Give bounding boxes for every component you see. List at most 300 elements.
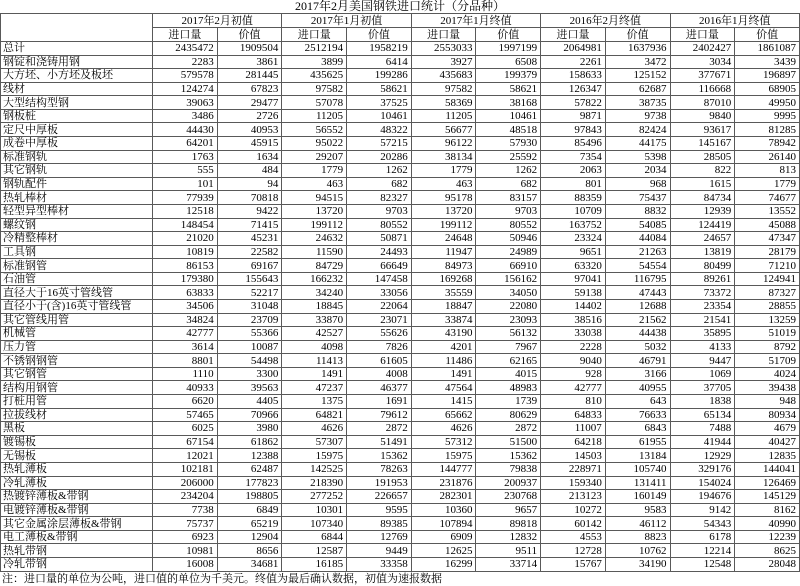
cell-value: 48983 <box>476 381 541 395</box>
cell-value: 3300 <box>217 367 282 381</box>
cell-value: 2261 <box>541 55 606 69</box>
cell-value: 159340 <box>541 476 606 490</box>
cell-value: 78942 <box>735 137 800 151</box>
cell-value: 39563 <box>217 381 282 395</box>
cell-value: 38134 <box>411 150 476 164</box>
cell-value: 86153 <box>153 259 218 273</box>
corner-cell <box>1 14 153 42</box>
cell-value: 196897 <box>735 69 800 83</box>
cell-value: 33056 <box>347 286 412 300</box>
cell-value: 13720 <box>411 204 476 218</box>
cell-value: 13259 <box>735 313 800 327</box>
row-label: 大型结构型钢 <box>1 96 153 110</box>
cell-value: 12728 <box>541 544 606 558</box>
cell-value: 155643 <box>217 272 282 286</box>
import-statistics-table <box>0 13 800 572</box>
table-row <box>1 530 800 544</box>
cell-value: 78263 <box>347 462 412 476</box>
cell-value: 463 <box>411 177 476 191</box>
table-row <box>1 164 800 178</box>
cell-value: 6508 <box>476 55 541 69</box>
cell-value: 95178 <box>411 191 476 205</box>
cell-value: 8801 <box>153 354 218 368</box>
cell-value: 8832 <box>605 204 670 218</box>
cell-value: 2063 <box>541 164 606 178</box>
cell-value: 20286 <box>347 150 412 164</box>
cell-value: 77939 <box>153 191 218 205</box>
cell-value: 75437 <box>605 191 670 205</box>
table-row <box>1 381 800 395</box>
cell-value: 463 <box>282 177 347 191</box>
cell-value: 6620 <box>153 395 218 409</box>
cell-value: 9651 <box>541 245 606 259</box>
cell-value: 2228 <box>541 340 606 354</box>
cell-value: 6849 <box>217 503 282 517</box>
cell-value: 5398 <box>605 150 670 164</box>
cell-value: 2034 <box>605 164 670 178</box>
table-row <box>1 367 800 381</box>
cell-value: 55366 <box>217 327 282 341</box>
cell-value: 8823 <box>605 530 670 544</box>
cell-value: 40427 <box>735 435 800 449</box>
table-row <box>1 191 800 205</box>
cell-value: 14402 <box>541 299 606 313</box>
cell-value: 8792 <box>735 340 800 354</box>
row-label: 其它钢轨 <box>1 164 153 178</box>
cell-value: 6844 <box>282 530 347 544</box>
cell-value: 39063 <box>153 96 218 110</box>
table-row <box>1 422 800 436</box>
table-row <box>1 82 800 96</box>
cell-value: 28505 <box>670 150 735 164</box>
cell-value: 10301 <box>282 503 347 517</box>
cell-value: 9657 <box>476 503 541 517</box>
table-row <box>1 435 800 449</box>
cell-value: 7488 <box>670 422 735 436</box>
cell-value: 9511 <box>476 544 541 558</box>
row-label: 无锡板 <box>1 449 153 463</box>
cell-value: 435625 <box>282 69 347 83</box>
cell-value: 34506 <box>153 299 218 313</box>
cell-value: 1069 <box>670 367 735 381</box>
cell-value: 145129 <box>735 490 800 504</box>
cell-value: 24493 <box>347 245 412 259</box>
cell-value: 9995 <box>735 109 800 123</box>
row-label: 钢锭和浇铸用钢 <box>1 55 153 69</box>
cell-value: 44438 <box>605 327 670 341</box>
cell-value: 12832 <box>476 530 541 544</box>
subheader-value: 价值 <box>605 28 670 42</box>
cell-value: 56132 <box>476 327 541 341</box>
cell-value: 9738 <box>605 109 670 123</box>
table-row <box>1 96 800 110</box>
cell-value: 47237 <box>282 381 347 395</box>
table-row <box>1 462 800 476</box>
cell-value: 194676 <box>670 490 735 504</box>
cell-value: 34240 <box>282 286 347 300</box>
cell-value: 2872 <box>476 422 541 436</box>
cell-value: 23709 <box>217 313 282 327</box>
cell-value: 377671 <box>670 69 735 83</box>
table-row <box>1 245 800 259</box>
cell-value: 484 <box>217 164 282 178</box>
cell-value: 67823 <box>217 82 282 96</box>
table-row <box>1 503 800 517</box>
cell-value: 813 <box>735 164 800 178</box>
cell-value: 38735 <box>605 96 670 110</box>
cell-value: 179380 <box>153 272 218 286</box>
cell-value: 9871 <box>541 109 606 123</box>
cell-value: 96122 <box>411 137 476 151</box>
row-label: 热镀锌薄板&带钢 <box>1 490 153 504</box>
cell-value: 24989 <box>476 245 541 259</box>
cell-value: 94515 <box>282 191 347 205</box>
cell-value: 64821 <box>282 408 347 422</box>
cell-value: 39438 <box>735 381 800 395</box>
cell-value: 9447 <box>670 354 735 368</box>
cell-value: 11947 <box>411 245 476 259</box>
cell-value: 23093 <box>476 313 541 327</box>
cell-value: 230768 <box>476 490 541 504</box>
cell-value: 40990 <box>735 517 800 531</box>
cell-value: 47443 <box>605 286 670 300</box>
cell-value: 22064 <box>347 299 412 313</box>
cell-value: 33874 <box>411 313 476 327</box>
cell-value: 16299 <box>411 557 476 571</box>
cell-value: 81285 <box>735 123 800 137</box>
col-group-2016-02-final: 2016年2月终值 <box>541 14 670 28</box>
row-label: 标准钢管 <box>1 259 153 273</box>
cell-value: 4679 <box>735 422 800 436</box>
cell-value: 1634 <box>217 150 282 164</box>
cell-value: 231876 <box>411 476 476 490</box>
cell-value: 9422 <box>217 204 282 218</box>
cell-value: 2064981 <box>541 42 606 56</box>
table-row <box>1 327 800 341</box>
cell-value: 97843 <box>541 123 606 137</box>
cell-value: 10360 <box>411 503 476 517</box>
cell-value: 12625 <box>411 544 476 558</box>
cell-value: 191953 <box>347 476 412 490</box>
cell-value: 158633 <box>541 69 606 83</box>
cell-value: 18845 <box>282 299 347 313</box>
cell-value: 1110 <box>153 367 218 381</box>
cell-value: 10819 <box>153 245 218 259</box>
cell-value: 87010 <box>670 96 735 110</box>
cell-value: 6178 <box>670 530 735 544</box>
cell-value: 37525 <box>347 96 412 110</box>
cell-value: 42777 <box>153 327 218 341</box>
cell-value: 7967 <box>476 340 541 354</box>
cell-value: 89261 <box>670 272 735 286</box>
cell-value: 89818 <box>476 517 541 531</box>
cell-value: 49950 <box>735 96 800 110</box>
cell-value: 50946 <box>476 232 541 246</box>
cell-value: 169268 <box>411 272 476 286</box>
cell-value: 213123 <box>541 490 606 504</box>
cell-value: 28179 <box>735 245 800 259</box>
subheader-import-volume: 进口量 <box>541 28 606 42</box>
cell-value: 10461 <box>347 109 412 123</box>
cell-value: 12835 <box>735 449 800 463</box>
cell-value: 55626 <box>347 327 412 341</box>
table-header <box>1 14 800 42</box>
cell-value: 56552 <box>282 123 347 137</box>
cell-value: 1997199 <box>476 42 541 56</box>
subheader-import-volume: 进口量 <box>282 28 347 42</box>
cell-value: 63833 <box>153 286 218 300</box>
cell-value: 822 <box>670 164 735 178</box>
cell-value: 177823 <box>217 476 282 490</box>
cell-value: 44430 <box>153 123 218 137</box>
cell-value: 14503 <box>541 449 606 463</box>
cell-value: 79838 <box>476 462 541 476</box>
cell-value: 3980 <box>217 422 282 436</box>
cell-value: 54554 <box>605 259 670 273</box>
footnote: 注：进口量的单位为公吨，进口值的单位为千美元。终值为最后确认数据，初值为速报数据 <box>2 573 442 585</box>
cell-value: 144777 <box>411 462 476 476</box>
cell-value: 12929 <box>670 449 735 463</box>
cell-value: 89385 <box>347 517 412 531</box>
cell-value: 58369 <box>411 96 476 110</box>
cell-value: 51709 <box>735 354 800 368</box>
cell-value: 12587 <box>282 544 347 558</box>
cell-value: 45088 <box>735 218 800 232</box>
cell-value: 97582 <box>282 82 347 96</box>
row-label: 电镀锌薄板&带钢 <box>1 503 153 517</box>
cell-value: 11205 <box>282 109 347 123</box>
cell-value: 42777 <box>541 381 606 395</box>
row-label: 直径小于(含)16英寸管线管 <box>1 299 153 313</box>
table-row <box>1 557 800 571</box>
cell-value: 1615 <box>670 177 735 191</box>
cell-value: 65134 <box>670 408 735 422</box>
row-label: 结构用钢管 <box>1 381 153 395</box>
page-title: 2017年2月美国钢铁进口统计（分品种） <box>294 0 505 13</box>
cell-value: 80552 <box>476 218 541 232</box>
cell-value: 126347 <box>541 82 606 96</box>
row-label: 成卷中厚板 <box>1 137 153 151</box>
row-label: 电工薄板&带钢 <box>1 530 153 544</box>
cell-value: 40955 <box>605 381 670 395</box>
cell-value: 147458 <box>347 272 412 286</box>
cell-value: 56677 <box>411 123 476 137</box>
cell-value: 25592 <box>476 150 541 164</box>
cell-value: 199112 <box>411 218 476 232</box>
cell-value: 107340 <box>282 517 347 531</box>
cell-value: 22080 <box>476 299 541 313</box>
table-row <box>1 177 800 191</box>
table-row <box>1 123 800 137</box>
row-label: 定尺中厚板 <box>1 123 153 137</box>
cell-value: 47564 <box>411 381 476 395</box>
cell-value: 3034 <box>670 55 735 69</box>
subheader-value: 价值 <box>347 28 412 42</box>
cell-value: 35895 <box>670 327 735 341</box>
cell-value: 154024 <box>670 476 735 490</box>
cell-value: 60142 <box>541 517 606 531</box>
cell-value: 435683 <box>411 69 476 83</box>
cell-value: 57215 <box>347 137 412 151</box>
cell-value: 24657 <box>670 232 735 246</box>
cell-value: 34824 <box>153 313 218 327</box>
cell-value: 10981 <box>153 544 218 558</box>
cell-value: 68905 <box>735 82 800 96</box>
cell-value: 8625 <box>735 544 800 558</box>
cell-value: 3486 <box>153 109 218 123</box>
cell-value: 11413 <box>282 354 347 368</box>
cell-value: 65662 <box>411 408 476 422</box>
cell-value: 15362 <box>476 449 541 463</box>
row-label: 总计 <box>1 42 153 56</box>
cell-value: 47347 <box>735 232 800 246</box>
cell-value: 9040 <box>541 354 606 368</box>
cell-value: 18847 <box>411 299 476 313</box>
cell-value: 6909 <box>411 530 476 544</box>
cell-value: 11590 <box>282 245 347 259</box>
cell-value: 9142 <box>670 503 735 517</box>
cell-value: 1779 <box>735 177 800 191</box>
cell-value: 16185 <box>282 557 347 571</box>
cell-value: 1909504 <box>217 42 282 56</box>
table-body <box>1 42 800 572</box>
cell-value: 12548 <box>670 557 735 571</box>
cell-value: 10087 <box>217 340 282 354</box>
cell-value: 82327 <box>347 191 412 205</box>
cell-value: 1779 <box>282 164 347 178</box>
cell-value: 54085 <box>605 218 670 232</box>
cell-value: 80499 <box>670 259 735 273</box>
cell-value: 10709 <box>541 204 606 218</box>
row-label: 热轧带钢 <box>1 544 153 558</box>
cell-value: 124274 <box>153 82 218 96</box>
cell-value: 4015 <box>476 367 541 381</box>
row-label: 机械管 <box>1 327 153 341</box>
cell-value: 968 <box>605 177 670 191</box>
cell-value: 2512194 <box>282 42 347 56</box>
cell-value: 1262 <box>476 164 541 178</box>
cell-value: 33870 <box>282 313 347 327</box>
cell-value: 163752 <box>541 218 606 232</box>
cell-value: 105740 <box>605 462 670 476</box>
cell-value: 1691 <box>347 395 412 409</box>
cell-value: 166232 <box>282 272 347 286</box>
cell-value: 45231 <box>217 232 282 246</box>
cell-value: 69167 <box>217 259 282 273</box>
cell-value: 1415 <box>411 395 476 409</box>
row-label: 打桩用管 <box>1 395 153 409</box>
cell-value: 58621 <box>347 82 412 96</box>
table-row <box>1 42 800 56</box>
row-label: 螺纹钢 <box>1 218 153 232</box>
cell-value: 12214 <box>670 544 735 558</box>
cell-value: 4008 <box>347 367 412 381</box>
cell-value: 8656 <box>217 544 282 558</box>
cell-value: 682 <box>476 177 541 191</box>
cell-value: 15362 <box>347 449 412 463</box>
cell-value: 8162 <box>735 503 800 517</box>
cell-value: 206000 <box>153 476 218 490</box>
cell-value: 4626 <box>282 422 347 436</box>
cell-value: 199379 <box>476 69 541 83</box>
cell-value: 2553033 <box>411 42 476 56</box>
cell-value: 579578 <box>153 69 218 83</box>
cell-value: 3439 <box>735 55 800 69</box>
table-row <box>1 299 800 313</box>
table-row <box>1 340 800 354</box>
cell-value: 45915 <box>217 137 282 151</box>
table-row <box>1 259 800 273</box>
cell-value: 52217 <box>217 286 282 300</box>
cell-value: 54343 <box>670 517 735 531</box>
row-label: 工具钢 <box>1 245 153 259</box>
cell-value: 9583 <box>605 503 670 517</box>
table-row <box>1 395 800 409</box>
cell-value: 682 <box>347 177 412 191</box>
cell-value: 1491 <box>282 367 347 381</box>
cell-value: 61955 <box>605 435 670 449</box>
cell-value: 35559 <box>411 286 476 300</box>
cell-value: 28048 <box>735 557 800 571</box>
cell-value: 67154 <box>153 435 218 449</box>
cell-value: 6414 <box>347 55 412 69</box>
row-label: 黑板 <box>1 422 153 436</box>
row-label: 冷轧带钢 <box>1 557 153 571</box>
header-group-row <box>1 14 800 28</box>
cell-value: 7826 <box>347 340 412 354</box>
cell-value: 810 <box>541 395 606 409</box>
cell-value: 12769 <box>347 530 412 544</box>
cell-value: 329176 <box>670 462 735 476</box>
cell-value: 15975 <box>411 449 476 463</box>
cell-value: 228971 <box>541 462 606 476</box>
row-label: 镀锡板 <box>1 435 153 449</box>
cell-value: 2402427 <box>670 42 735 56</box>
cell-value: 198805 <box>217 490 282 504</box>
cell-value: 102181 <box>153 462 218 476</box>
cell-value: 7738 <box>153 503 218 517</box>
cell-value: 51019 <box>735 327 800 341</box>
cell-value: 23324 <box>541 232 606 246</box>
cell-value: 9595 <box>347 503 412 517</box>
cell-value: 64218 <box>541 435 606 449</box>
cell-value: 10762 <box>605 544 670 558</box>
cell-value: 97041 <box>541 272 606 286</box>
cell-value: 46377 <box>347 381 412 395</box>
cell-value: 12239 <box>735 530 800 544</box>
cell-value: 199112 <box>282 218 347 232</box>
cell-value: 3614 <box>153 340 218 354</box>
cell-value: 37705 <box>670 381 735 395</box>
cell-value: 54498 <box>217 354 282 368</box>
table-row <box>1 476 800 490</box>
cell-value: 13819 <box>670 245 735 259</box>
cell-value: 1861087 <box>735 42 800 56</box>
cell-value: 29207 <box>282 150 347 164</box>
cell-value: 21541 <box>670 313 735 327</box>
cell-value: 234204 <box>153 490 218 504</box>
col-group-2017-01-initial: 2017年1月初值 <box>282 14 411 28</box>
cell-value: 57822 <box>541 96 606 110</box>
cell-value: 226657 <box>347 490 412 504</box>
cell-value: 57312 <box>411 435 476 449</box>
cell-value: 24648 <box>411 232 476 246</box>
cell-value: 71415 <box>217 218 282 232</box>
subheader-import-volume: 进口量 <box>411 28 476 42</box>
cell-value: 46791 <box>605 354 670 368</box>
cell-value: 43190 <box>411 327 476 341</box>
cell-value: 28855 <box>735 299 800 313</box>
